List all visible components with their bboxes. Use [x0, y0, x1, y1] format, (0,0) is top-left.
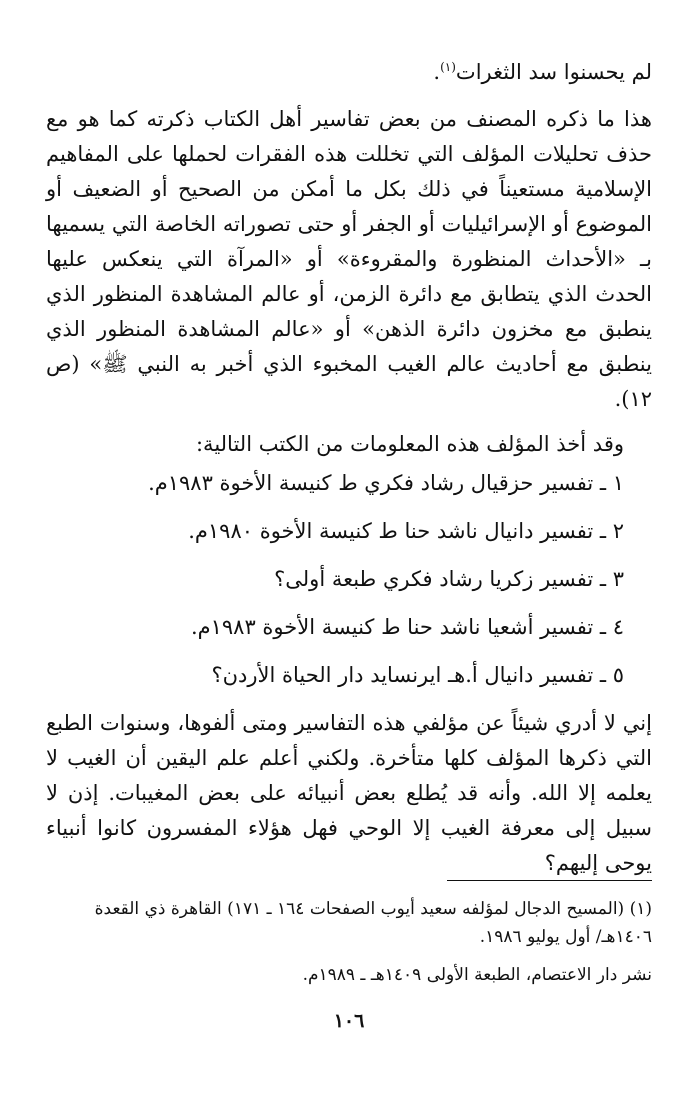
paragraph-2: إني لا أدري شيئاً عن مؤلفي هذه التفاسير ومتى ألفوها، وسنوات الطبع التي ذكرها المؤلف كلها متأخرة. ولكني أعلم علم اليقين أن الغيب لا يعلمه إلا الله. وأنه قد يُطلع بعض أنبيائه على بعض المغيبات. إذن لا سبيل إلى معرفة الغيب إلا الوحي فهل هؤلاء المفسرون كانوا أنبياء يوحى إليهم؟: [46, 711, 652, 875]
list-item: ٤ ـ تفسير أشعيا ناشد حنا ط كنيسة الأخوة ١٩٨٣م.: [190, 615, 624, 639]
book-list: [46, 466, 652, 693]
page-body: [46, 50, 652, 881]
footnote-ref[interactable]: (١): [440, 60, 456, 74]
footnotes: [46, 895, 652, 989]
list-item: ٢ ـ تفسير دانيال ناشد حنا ط كنيسة الأخوة ١٩٨٠م.: [188, 519, 624, 543]
page-number: ١٠٦: [333, 1010, 365, 1032]
list-item: ٥ ـ تفسير دانيال أ.هـ ايرنسايد دار الحياة الأردن؟: [211, 663, 624, 687]
opening-line-text: لم يحسنوا سد الثغرات: [455, 60, 652, 84]
publisher-note: نشر دار الاعتصام، الطبعة الأولى ١٤٠٩هـ ـ ١٩٨٩م.: [302, 965, 652, 985]
opening-line: [46, 50, 652, 90]
opening-line-end: .: [433, 60, 441, 84]
footnote-divider: [447, 880, 652, 881]
footnote-1: (١) (المسيح الدجال لمؤلفه سعيد أيوب الصفحات ١٦٤ ـ ١٧١) القاهرة ذي القعدة ١٤٠٦هـ/ أول يوليو ١٩٨٦.: [94, 899, 652, 947]
list-item: ٣ ـ تفسير زكريا رشاد فكري طبعة أولى؟: [274, 567, 624, 591]
list-intro: وقد أخذ المؤلف هذه المعلومات من الكتب التالية:: [195, 432, 624, 456]
list-item: ١ ـ تفسير حزقيال رشاد فكري ط كنيسة الأخوة ١٩٨٣م.: [148, 471, 624, 495]
paragraph-1: هذا ما ذكره المصنف من بعض تفاسير أهل الكتاب ذكرته كما هو مع حذف تحليلات المؤلف التي تخللت هذه الفقرات لحملها على المفاهيم الإسلامية مستعيناً في ذلك بكل ما أمكن من الصحيح أو الضعيف أو الموضوع أو الإسرائيليات أو الجفر أو حتى تصوراته الخاصة التي يسميها بـ «الأحداث المنظورة والمقروءة» أو «المرآة التي ينعكس عليها الحدث الذي يتطابق مع دائرة الزمن، أو عالم المشاهدة المنظور الذي ينطبق مع مخزون دائرة الذهن» أو «عالم المشاهدة المنظور الذي ينطبق مع أحاديث عالم الغيب المخبوء الذي أخبر به النبي ﷺ» (ص ١٢).: [46, 107, 652, 411]
